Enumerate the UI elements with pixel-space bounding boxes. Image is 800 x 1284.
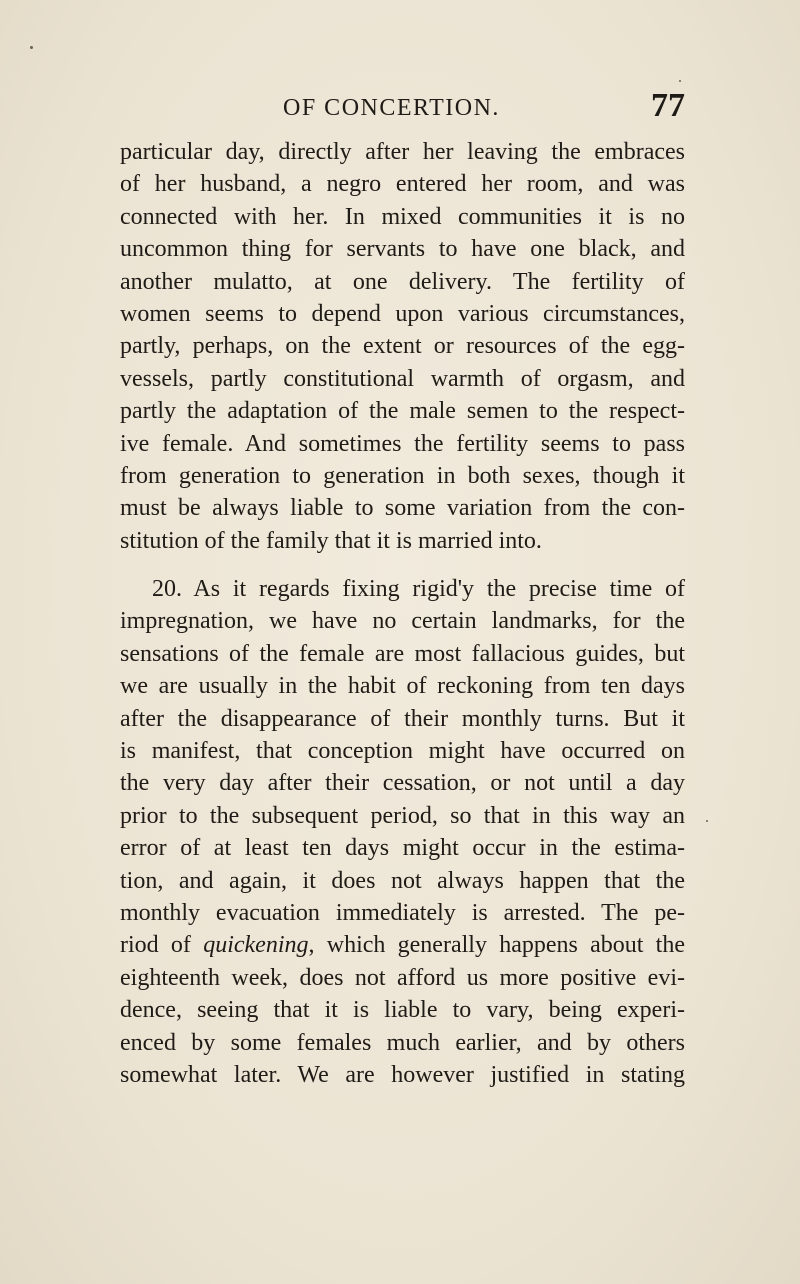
text-line: stitution of the family that it is married into. xyxy=(120,527,542,554)
text-line: another mulatto, at one delivery. The fertility of xyxy=(120,268,685,295)
text-line: the very day after their cessation, or not until a day xyxy=(120,770,685,797)
paragraph-2 xyxy=(120,573,685,1091)
text-line: after the disappearance of their monthly turns. But it xyxy=(120,705,685,732)
text-line: prior to the subsequent period, so that in this way an xyxy=(120,802,685,829)
text-run: , which generally happens about the xyxy=(308,932,685,959)
text-line: partly, perhaps, on the extent or resources of the egg- xyxy=(120,333,685,360)
text-line: tion, and again, it does not always happen that the xyxy=(120,867,685,894)
text-line: of her husband, a negro entered her room, and was xyxy=(120,171,685,198)
text-line: from generation to generation in both sexes, though it xyxy=(120,462,685,489)
text-line: dence, seeing that it is liable to vary, being experi- xyxy=(120,997,685,1024)
text-line: enced by some females much earlier, and by others xyxy=(120,1029,685,1056)
text-line: women seems to depend upon various circumstances, xyxy=(120,300,685,327)
text-line: partly the adaptation of the male semen to the respect- xyxy=(120,398,685,425)
paragraph-gap xyxy=(120,557,685,573)
text-line: is manifest, that conception might have occurred on xyxy=(120,738,685,765)
paper-speck xyxy=(30,46,33,49)
body-text xyxy=(120,136,685,1091)
text-line: uncommon thing for servants to have one black, and xyxy=(120,236,685,263)
text-line: sensations of the female are most fallacious guides, but xyxy=(120,640,685,667)
text-run: riod of xyxy=(120,932,191,959)
text-line: must be always liable to some variation from the con- xyxy=(120,495,685,522)
text-line-mixed xyxy=(120,929,685,961)
paper-speck xyxy=(679,80,681,82)
running-head-title: OF CONCERTION. xyxy=(283,95,500,121)
running-head xyxy=(120,87,685,126)
text-line: particular day, directly after her leaving the embraces xyxy=(120,139,685,165)
text-line: vessels, partly constitutional warmth of orgasm, and xyxy=(120,365,685,392)
text-line: error of at least ten days might occur in the estima- xyxy=(120,835,685,862)
text-line: ive female. And sometimes the fertility seems to pass xyxy=(120,430,685,457)
text-line: 20. As it regards fixing rigid'y the precise time of xyxy=(152,576,685,603)
text-line: we are usually in the habit of reckoning from ten days xyxy=(120,673,685,700)
text-line: connected with her. In mixed communities it is no xyxy=(120,203,685,230)
text-line: impregnation, we have no certain landmarks, for the xyxy=(120,608,685,635)
paper-speck xyxy=(706,820,708,822)
page-number: 77 xyxy=(651,87,685,124)
paragraph-1 xyxy=(120,136,685,557)
italic-term: quickening xyxy=(203,932,309,959)
text-line: monthly evacuation immediately is arrested. The pe- xyxy=(120,899,685,926)
text-line: eighteenth week, does not afford us more positive evi- xyxy=(120,964,685,991)
text-line: somewhat later. We are however justified in stating xyxy=(120,1061,685,1088)
